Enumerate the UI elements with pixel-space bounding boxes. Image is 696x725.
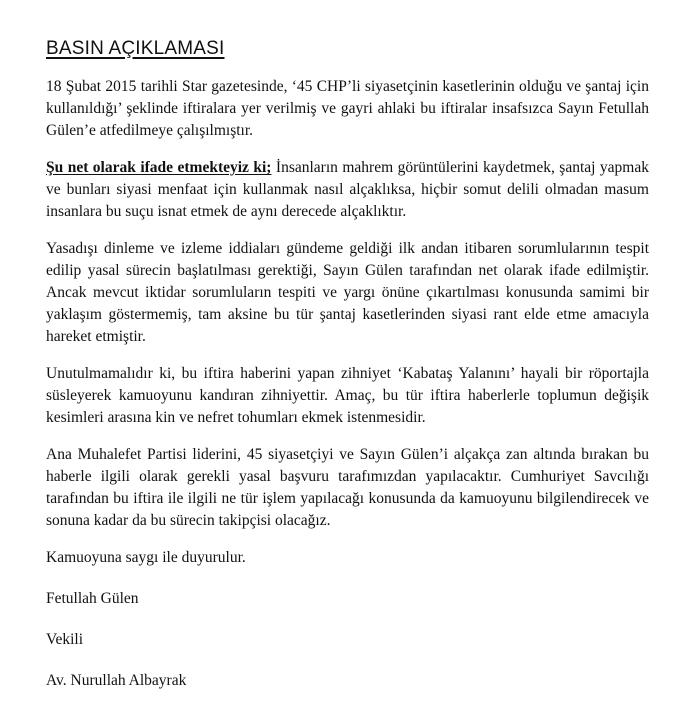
signature-role: Vekili bbox=[46, 631, 84, 648]
paragraph-3 bbox=[46, 238, 649, 348]
document-title: BASIN AÇIKLAMASI bbox=[46, 38, 225, 59]
closing-line: Kamuoyuna saygı ile duyurulur. bbox=[46, 549, 246, 566]
paragraph-2 bbox=[46, 157, 649, 223]
paragraph-5-text: Ana Muhalefet Partisi liderini, 45 siyasetçiyi ve Sayın Gülen’i alçakça zan altında bırakan bu haberle ilgili olarak gerekli yasal başvuru tarafımızdan yapılacaktır. Cumhuriyet Savcılığı tarafından bu iftira ile ilgili ne tür işlem yapılacağı konusunda da kamuoyunu bilgilendirecek ve sonuna kadar da bu sürecin takipçisi olacağız. bbox=[46, 446, 649, 529]
paragraph-4-text: Unutulmamalıdır ki, bu iftira haberini yapan zihniyet ‘Kabataş Yalanını’ hayali bir röportajla süsleyerek kamuoyunu kandıran zihniyettir. Amaç, bu tür iftira haberlerle toplumun değişik kesimleri arasına kin ve nefret tohumları ekmek istenmesidir. bbox=[46, 365, 649, 426]
paragraph-1 bbox=[46, 76, 649, 142]
paragraph-1-text: 18 Şubat 2015 tarihli Star gazetesinde, ‘45 CHP’li siyasetçinin kasetlerinin olduğu ve şantaj için kullanıldığı’ şeklinde iftiralara yer verilmiş ve gayri ahlaki bu iftiralar insafsızca Sayın Fetullah Gülen’e atfedilmeye çalışılmıştır. bbox=[46, 78, 649, 139]
paragraph-2-text: İnsanların mahrem görüntülerini kaydetmek, şantaj yapmak ve bunları siyasi menfaat için kullanmak nasıl alçaklıksa, hiçbir somut delili olmadan masum insanlara bu suçu isnat etmek de aynı derecede alçaklıktır. bbox=[46, 159, 649, 220]
signature-attorney: Av. Nurullah Albayrak bbox=[46, 672, 187, 689]
paragraph-2-lead: Şu net olarak ifade etmekteyiz ki; bbox=[46, 159, 272, 176]
press-release-document bbox=[46, 36, 649, 711]
paragraph-4 bbox=[46, 363, 649, 429]
paragraph-5 bbox=[46, 444, 649, 532]
signature-name: Fetullah Gülen bbox=[46, 590, 139, 607]
paragraph-3-text: Yasadışı dinleme ve izleme iddiaları gündeme geldiği ilk andan itibaren sorumlularının tespit edilip yasal sürecin başlatılması gerektiği, Sayın Gülen tarafından net olarak ifade edilmiştir. Ancak mevcut iktidar sorumluların tespiti ve yargı önüne çıkartılması konusunda samimi bir yaklaşım göstermemiş, tam aksine bu tür şantaj kasetlerinden siyasi rant elde etme amacıyla hareket etmiştir. bbox=[46, 240, 649, 345]
